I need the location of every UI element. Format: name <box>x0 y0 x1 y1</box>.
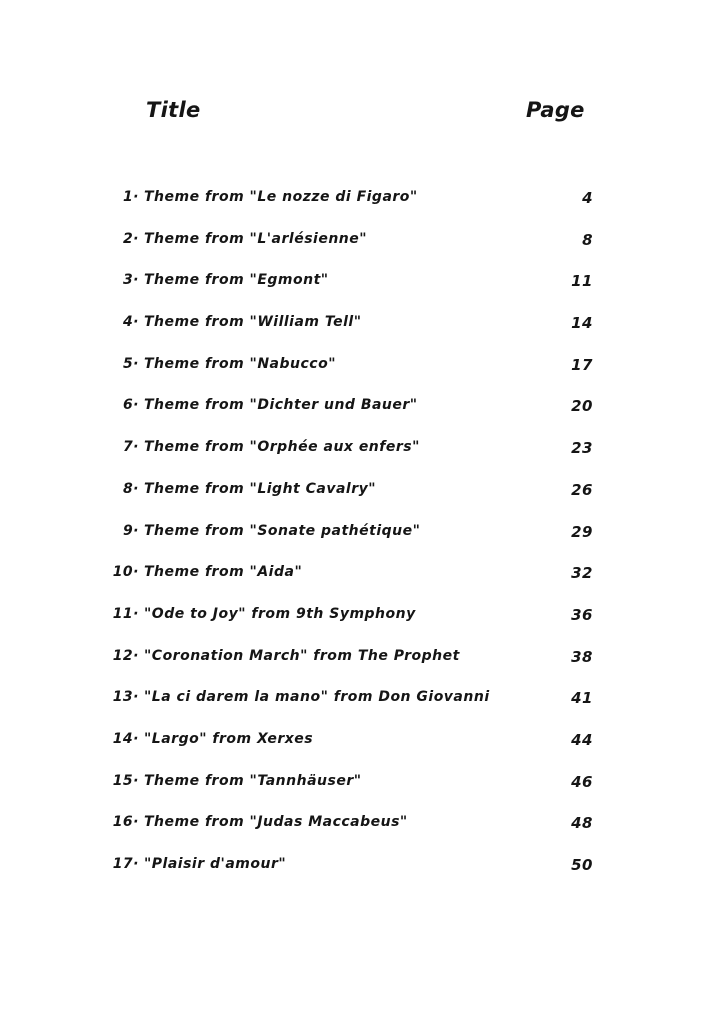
toc-entry-title: Theme from "Sonate pathétique" <box>144 522 421 539</box>
toc-entry-title: Theme from "Light Cavalry" <box>144 480 377 497</box>
toc-entry <box>0 606 724 648</box>
toc-entry-number: 2· <box>122 230 139 247</box>
toc-entry-page: 36 <box>571 605 593 624</box>
toc-entry <box>0 481 724 523</box>
toc-entry-title: Theme from "William Tell" <box>144 314 362 331</box>
toc-entry-title: Theme from "Nabucco" <box>144 355 336 372</box>
toc-entry-page: 4 <box>582 189 593 207</box>
toc-entry-page: 46 <box>571 772 593 791</box>
toc-entry-title: "Coronation March" from The Prophet <box>144 647 460 664</box>
toc-entry-number: 6· <box>122 397 139 414</box>
toc-entry-title: "Largo" from Xerxes <box>144 730 314 747</box>
title-column-header: Title <box>146 98 201 122</box>
toc-entry-number: 8· <box>122 480 139 497</box>
toc-entry-page: 26 <box>571 480 593 499</box>
toc-entry-title: Theme from "Le nozze di Figaro" <box>144 189 418 205</box>
toc-entry <box>0 648 724 690</box>
toc-list <box>0 189 724 898</box>
toc-entry-title: Theme from "Judas Maccabeus" <box>144 814 408 831</box>
toc-entry-title: "La ci darem la mano" from Don Giovanni <box>144 689 490 706</box>
toc-entry-title: Theme from "L'arlésienne" <box>144 230 368 247</box>
toc-entry-number: 13· <box>112 689 139 706</box>
toc-entry-page: 32 <box>571 564 593 583</box>
toc-entry-page: 50 <box>571 856 593 874</box>
toc-entry <box>0 814 724 856</box>
toc-entry-number: 14· <box>112 730 139 747</box>
toc-entry-title: Theme from "Egmont" <box>144 272 329 289</box>
toc-entry-number: 3· <box>122 272 139 289</box>
toc-entry-page: 11 <box>571 272 593 291</box>
toc-entry-number: 4· <box>122 314 139 331</box>
toc-entry-number: 1· <box>122 189 139 205</box>
toc-entry-title: "Plaisir d'amour" <box>144 856 287 872</box>
toc-entry-number: 7· <box>122 439 139 456</box>
toc-entry-page: 17 <box>571 355 593 374</box>
toc-entry <box>0 689 724 731</box>
toc-entry <box>0 356 724 398</box>
toc-entry-number: 9· <box>122 522 139 539</box>
toc-entry <box>0 773 724 815</box>
toc-entry-page: 38 <box>571 647 593 666</box>
toc-entry-number: 10· <box>112 564 139 581</box>
toc-entry-number: 12· <box>112 647 139 664</box>
toc-entry <box>0 439 724 481</box>
toc-entry <box>0 397 724 439</box>
toc-entry <box>0 189 724 231</box>
toc-entry-page: 29 <box>571 522 593 541</box>
toc-entry <box>0 314 724 356</box>
toc-entry-number: 5· <box>122 355 139 372</box>
toc-entry-number: 17· <box>112 856 139 872</box>
toc-entry <box>0 731 724 773</box>
toc-entry-number: 11· <box>112 605 139 622</box>
toc-entry-page: 48 <box>571 814 593 833</box>
toc-entry-title: Theme from "Orphée aux enfers" <box>144 439 420 456</box>
toc-entry <box>0 856 724 898</box>
toc-entry-number: 16· <box>112 814 139 831</box>
toc-entry-page: 41 <box>571 689 593 708</box>
toc-entry-title: Theme from "Aida" <box>144 564 303 581</box>
toc-entry <box>0 272 724 314</box>
toc-entry-number: 15· <box>112 772 139 789</box>
toc-entry-page: 23 <box>571 439 593 458</box>
toc-entry <box>0 564 724 606</box>
toc-entry <box>0 523 724 565</box>
toc-entry-page: 14 <box>571 314 593 333</box>
page-column-header: Page <box>526 98 585 122</box>
toc-entry <box>0 231 724 273</box>
toc-entry-page: 8 <box>582 230 593 249</box>
toc-entry-page: 20 <box>571 397 593 416</box>
toc-entry-title: Theme from "Tannhäuser" <box>144 772 362 789</box>
toc-entry-page: 44 <box>571 730 593 749</box>
toc-entry-title: "Ode to Joy" from 9th Symphony <box>144 605 416 622</box>
toc-entry-title: Theme from "Dichter und Bauer" <box>144 397 418 414</box>
